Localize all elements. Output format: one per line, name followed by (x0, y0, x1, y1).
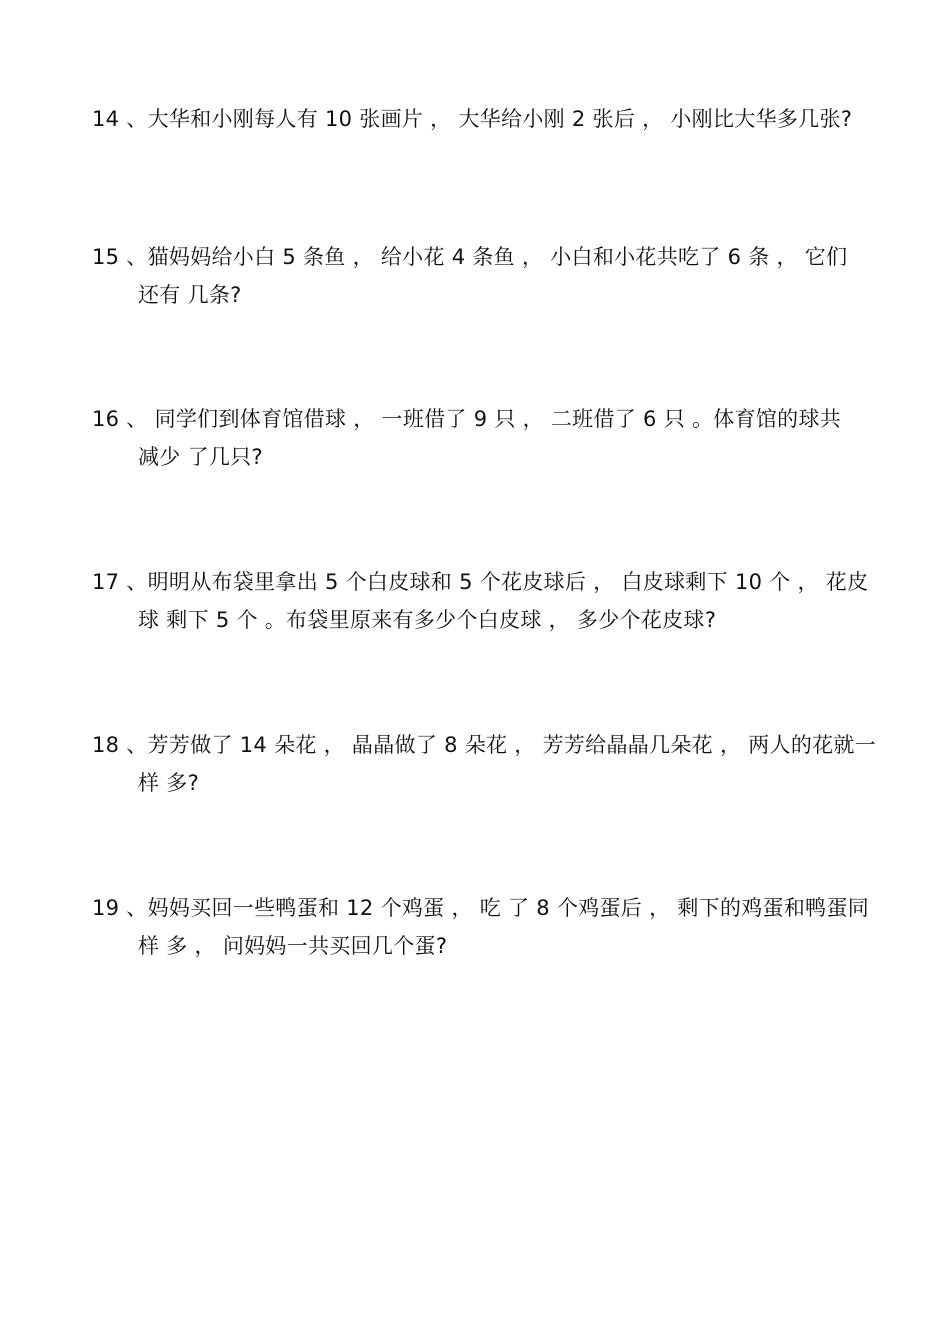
problem-19 (92, 889, 882, 965)
problem-18 (92, 726, 882, 802)
problem-text: 15 、猫妈妈给小白 5 条鱼 ， 给小花 4 条鱼 ， 小白和小花共吃了 6 条 ， 它们 (92, 245, 848, 269)
problem-text: 17 、明明从布袋里拿出 5 个白皮球和 5 个花皮球后 ， 白皮球剩下 10 个 ， 花皮 (92, 570, 869, 594)
problem-15 (92, 238, 882, 314)
problem-text-continued: 样 多? (138, 771, 200, 795)
problem-text-continued: 还有 几条? (138, 283, 242, 307)
problem-text: 18 、芳芳做了 14 朵花 ， 晶晶做了 8 朵花 ， 芳芳给晶晶几朵花 ， 两人的花就一 (92, 733, 877, 757)
problem-text: 14 、大华和小刚每人有 10 张画片 ， 大华给小刚 2 张后 ， 小刚比大华多几张? (92, 107, 853, 131)
problem-text-continued: 样 多 ， 问妈妈一共买回几个蛋? (138, 934, 448, 958)
problem-17 (92, 563, 882, 639)
problem-text-continued: 减少 了几只? (138, 445, 263, 469)
problem-14 (92, 100, 882, 138)
problem-16 (92, 400, 882, 476)
problem-text-continued: 球 剩下 5 个 。布袋里原来有多少个白皮球 ， 多少个花皮球? (138, 608, 717, 632)
problem-text: 16 、 同学们到体育馆借球 ， 一班借了 9 只 ， 二班借了 6 只 。体育馆的球共 (92, 407, 842, 431)
problem-text: 19 、妈妈买回一些鸭蛋和 12 个鸡蛋 ， 吃 了 8 个鸡蛋后 ， 剩下的鸡蛋和鸭蛋同 (92, 896, 870, 920)
